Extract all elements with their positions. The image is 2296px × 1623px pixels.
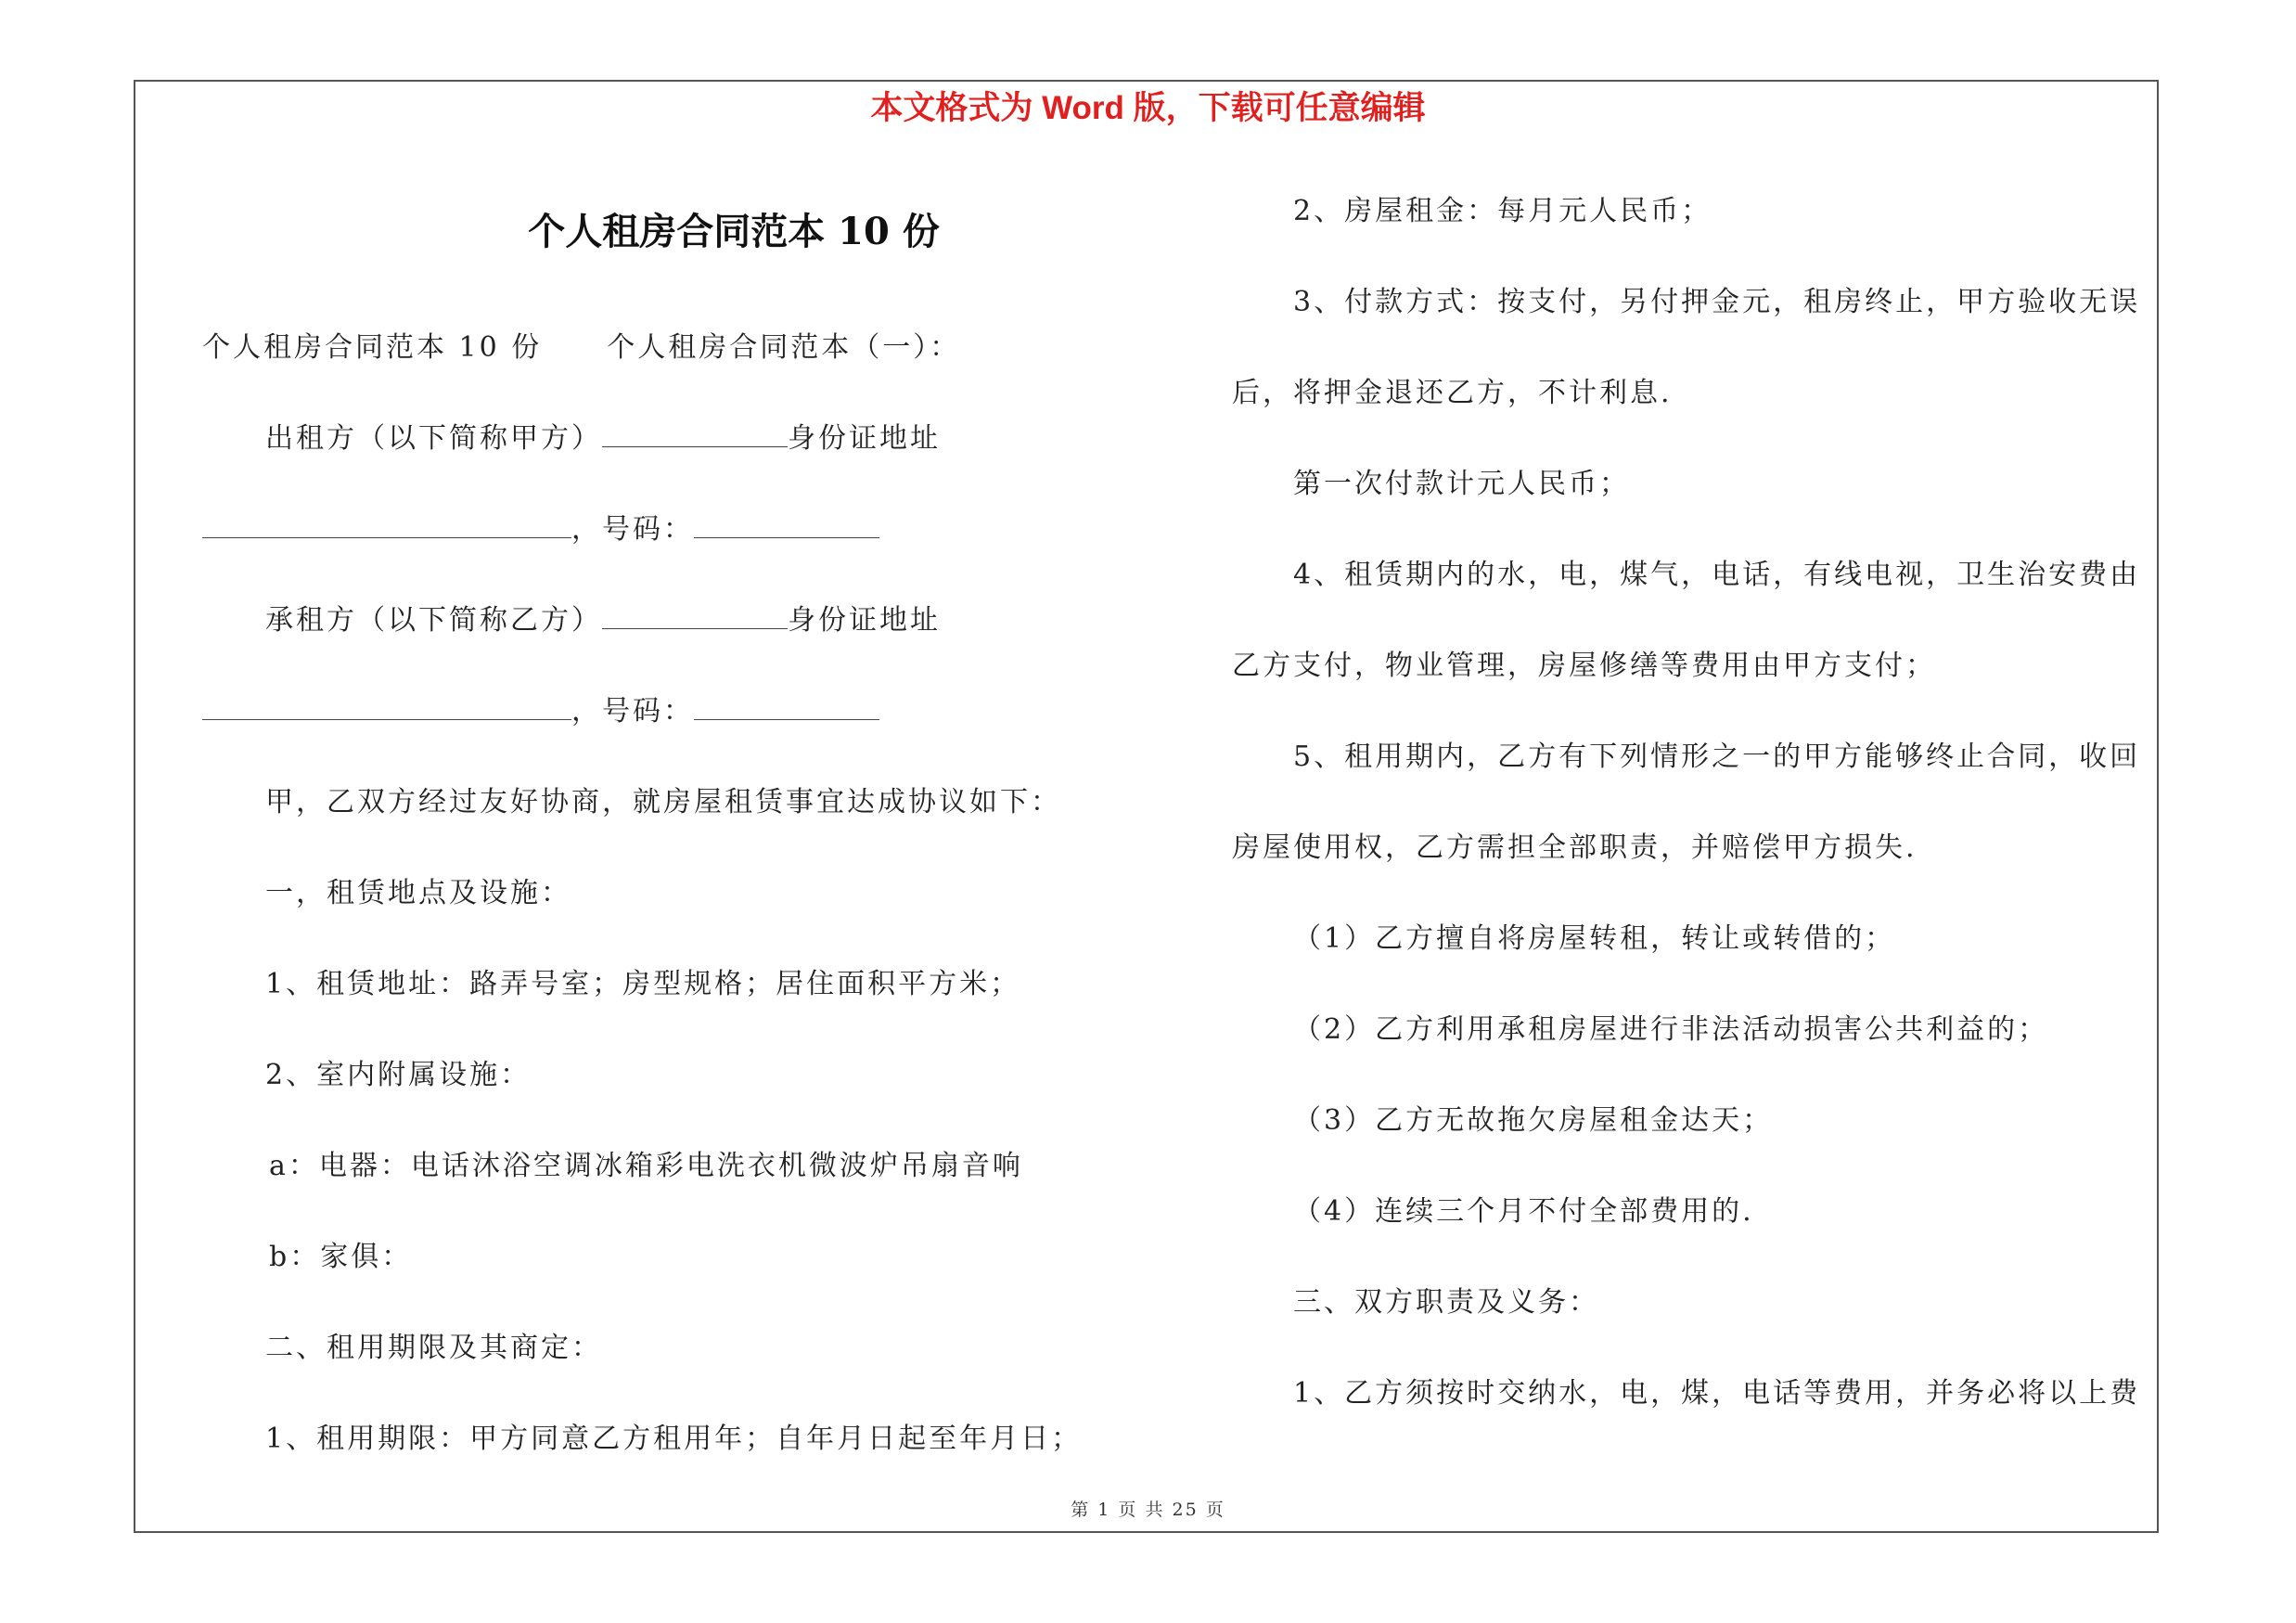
intro-line	[202, 329, 960, 367]
paragraph: b：家俱：	[269, 1241, 413, 1273]
document-title: 个人租房合同范本 10 份	[528, 210, 940, 253]
id-address-label: 身份证地址	[788, 604, 941, 637]
lessor-label: 出租方（以下简称甲方）	[265, 422, 602, 455]
lessee-line	[265, 602, 941, 639]
word-format-banner: 本文格式为 Word 版，下载可任意编辑	[870, 90, 1426, 126]
paragraph: a：电器：电话沐浴空调冰箱彩电洗衣机微波炉吊扇音响	[269, 1150, 1023, 1182]
paragraph: 5、租用期内，乙方有下列情形之一的甲方能够终止合同，收回	[1293, 741, 2141, 773]
number-label: ，号码：	[571, 695, 694, 728]
lessor-line	[265, 420, 941, 457]
list-item: （2）乙方利用承租房屋进行非法活动损害公共利益的；	[1293, 1013, 2049, 1046]
number-label: ，号码：	[571, 513, 694, 546]
paragraph: 1、租用期限：甲方同意乙方租用年；自年月日起至年月日；	[265, 1423, 1083, 1455]
lessor-address-line	[202, 511, 879, 548]
paragraph: 甲，乙双方经过友好协商，就房屋租赁事宜达成协议如下：	[265, 786, 1061, 818]
list-item: （3）乙方无故拖欠房屋租金达天；	[1293, 1104, 1774, 1137]
lessor-number-blank	[694, 511, 879, 538]
lessor-name-blank	[602, 420, 788, 447]
paragraph: 房屋使用权，乙方需担全部职责，并赔偿甲方损失.	[1232, 831, 1918, 864]
lessee-name-blank	[602, 602, 788, 629]
lessee-label: 承租方（以下简称乙方）	[265, 604, 602, 637]
paragraph: 3、付款方式：按支付，另付押金元，租房终止，甲方验收无误	[1293, 286, 2141, 318]
lessee-address-line	[202, 693, 879, 730]
page-number-footer: 第 1 页 共 25 页	[1071, 1500, 1225, 1520]
paragraph: 后，将押金退还乙方，不计利息.	[1232, 377, 1673, 409]
paragraph: 2、房屋租金：每月元人民币；	[1293, 195, 1712, 227]
lessee-address-blank	[202, 693, 571, 720]
list-item: （4）连续三个月不付全部费用的.	[1293, 1195, 1754, 1228]
section-heading: 一，租赁地点及设施：	[265, 877, 571, 909]
paragraph: 2、室内附属设施：	[265, 1059, 532, 1091]
paragraph: 1、乙方须按时交纳水，电，煤，电话等费用，并务必将以上费	[1293, 1377, 2141, 1410]
lessee-number-blank	[694, 693, 879, 720]
paragraph: 乙方支付，物业管理，房屋修缮等费用由甲方支付；	[1232, 650, 1936, 682]
intro-subtitle: 个人租房合同范本（一）：	[607, 331, 961, 364]
intro-title: 个人租房合同范本 10 份	[202, 331, 543, 364]
id-address-label: 身份证地址	[788, 422, 941, 455]
paragraph: 第一次付款计元人民币；	[1293, 468, 1630, 500]
section-heading: 三、双方职责及义务：	[1293, 1286, 1599, 1319]
paragraph: 4、租赁期内的水，电，煤气，电话，有线电视，卫生治安费由	[1293, 559, 2141, 591]
paragraph: 1、租赁地址：路弄号室；房型规格；居住面积平方米；	[265, 968, 1021, 1000]
section-heading: 二、租用期限及其商定：	[265, 1332, 602, 1364]
lessor-address-blank	[202, 511, 571, 538]
list-item: （1）乙方擅自将房屋转租，转让或转借的；	[1293, 922, 1896, 955]
